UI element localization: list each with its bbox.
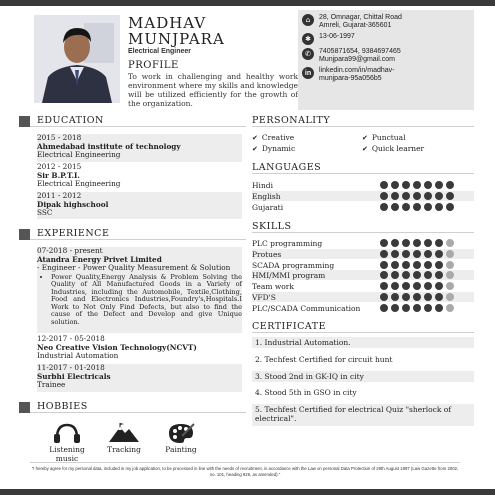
certificate-item: 1. Industrial Automation.: [252, 337, 474, 348]
hobby-item: [99, 422, 149, 455]
rating-dot-filled: [380, 250, 388, 258]
rating-dot-filled: [413, 192, 421, 200]
rating-dot-empty: [446, 304, 454, 312]
hobby-label: Painting: [165, 445, 197, 454]
rating-dot-filled: [424, 261, 432, 269]
rating-dot-filled: [402, 203, 410, 211]
rating-dots: [380, 239, 454, 247]
rating-dot-filled: [402, 304, 410, 312]
certificate-section-heading: [252, 320, 474, 333]
rating-dot-filled: [435, 203, 443, 211]
personality-label: Quick learner: [371, 144, 425, 153]
experience-dates: 07-2018 - present: [37, 246, 103, 255]
person-photo-icon: [34, 15, 120, 103]
rating-dot-filled: [424, 293, 432, 301]
palette-icon: [166, 422, 196, 444]
personality-list: [252, 133, 474, 157]
language-name: Gujarati: [252, 203, 284, 212]
personality-label: Punctual: [371, 133, 406, 142]
certificate-item: 3. Stood 2nd in GK-IQ in city: [252, 371, 474, 382]
rating-dot-filled: [391, 192, 399, 200]
linkedin-line-2[interactable]: munjpara-95a056b5: [319, 75, 382, 82]
skill-name: PLC/SCADA Communication: [252, 303, 361, 313]
experience-heading: EXPERIENCE: [37, 228, 110, 239]
experience-title: - Engineer - Power Quality Measurement & Solution: [37, 263, 231, 272]
education-field: SSC: [37, 208, 53, 217]
hobby-label: Listening music: [49, 445, 85, 463]
home-icon: ⌂: [302, 14, 314, 26]
language-row: [252, 191, 474, 201]
rating-dot-filled: [435, 271, 443, 279]
contact-dob: [302, 33, 470, 45]
education-field: Electrical Engineering: [37, 179, 121, 188]
section-square-icon: [19, 402, 30, 413]
rating-dot-filled: [402, 181, 410, 189]
rating-dot-filled: [391, 282, 399, 290]
rating-dot-filled: [391, 181, 399, 189]
rating-dot-filled: [380, 304, 388, 312]
rating-dots: [380, 192, 454, 200]
certificate-item: 4. Stood 5th in GSO in city: [255, 388, 357, 397]
resume-header: [34, 10, 474, 110]
rating-dot-filled: [424, 282, 432, 290]
personality-section-heading: [252, 114, 474, 127]
personality-item: [362, 144, 424, 153]
contact-box: [298, 10, 474, 110]
hobbies-section-heading: [19, 400, 246, 413]
rating-dot-filled: [424, 250, 432, 258]
certificate-item: 5. Techfest Certified for electrical Quiz "sherlock of electrical".: [252, 404, 474, 426]
experience-item: [37, 247, 242, 333]
certificate-heading: CERTIFICATE: [252, 321, 327, 332]
rating-dot-filled: [380, 181, 388, 189]
gdpr-footer: "I hereby agree for my personal data, included in my job application, to be processed in line with the needs of recruitment, in accordance with the Law on personal Data Protection of 29th August 1997 (Law Gazette from 2002, no. 101, heading 926, as amended).": [31, 466, 459, 477]
experience-dates: 11-2017 - 01-2018: [37, 363, 105, 372]
rating-dot-filled: [413, 181, 421, 189]
email-text[interactable]: Munjpara99@gmail.com: [319, 56, 395, 63]
education-school: Sir B.P.T.I.: [37, 170, 80, 180]
candidate-name: [128, 15, 225, 47]
education-item: [37, 134, 242, 162]
rating-dot-filled: [402, 282, 410, 290]
check-icon: ✔: [362, 145, 368, 153]
skill-row: [252, 303, 474, 313]
personality-item: [252, 144, 295, 153]
rating-dot-empty: [446, 293, 454, 301]
top-bar: [0, 0, 495, 6]
rating-dot-filled: [380, 293, 388, 301]
certificate-item: 2. Techfest Certified for circuit hunt: [255, 355, 393, 364]
rating-dot-filled: [413, 293, 421, 301]
name-line-2: MUNJPARA: [128, 30, 225, 48]
skill-row: [252, 260, 474, 270]
personality-label: Creative: [261, 133, 295, 142]
rating-dot-filled: [402, 192, 410, 200]
rating-dots: [380, 181, 454, 189]
skill-name: Team work: [252, 282, 294, 292]
rating-dot-filled: [435, 282, 443, 290]
address-line-1: 28, Omnagar, Chittal Road: [319, 14, 402, 21]
rating-dot-empty: [446, 271, 454, 279]
rating-dot-empty: [446, 261, 454, 269]
rating-dot-filled: [413, 261, 421, 269]
section-square-icon: [19, 116, 30, 127]
language-name: English: [252, 192, 281, 201]
experience-company: Surbhi Electricals: [37, 371, 111, 381]
rating-dot-filled: [402, 261, 410, 269]
experience-dates: 12-2017 - 05-2018: [37, 334, 105, 343]
skill-row: [252, 238, 474, 248]
contact-address: [302, 14, 470, 30]
gift-icon: ✱: [302, 33, 314, 45]
education-school: Dipak highschool: [37, 199, 109, 209]
rating-dot-empty: [446, 239, 454, 247]
experience-company: Neo Creative Vision Technology(NCVT): [37, 342, 197, 352]
rating-dot-filled: [402, 239, 410, 247]
rating-dot-filled: [435, 239, 443, 247]
rating-dot-filled: [424, 304, 432, 312]
rating-dot-filled: [402, 293, 410, 301]
experience-item: [37, 364, 242, 392]
rating-dots: [380, 203, 454, 211]
education-years: 2011 - 2012: [37, 191, 82, 200]
rating-dots: [380, 271, 454, 279]
rating-dot-filled: [435, 192, 443, 200]
skill-row: [252, 281, 474, 291]
language-row: [252, 202, 474, 212]
experience-section-heading: [19, 227, 246, 240]
experience-bullet: • Power Quality,Energy Analysis & Problem Solving the Quality of All Manufactured Goods in a Variety of Industries, including the Automobile, Textile,Clothing, Food and Electronics Industries,Foundry's,Hospitals.I Work to Not Only Find Defects, but also to find the cause of the Defect and Develop and give Unique solution.: [51, 274, 242, 327]
profile-heading: PROFILE: [128, 60, 179, 71]
address-line-2: Amreli, Gujarat-365601: [319, 22, 392, 29]
language-name: Hindi: [252, 181, 273, 190]
skill-name: SCADA programming: [252, 260, 335, 270]
languages-heading: LANGUAGES: [252, 162, 322, 173]
rating-dot-filled: [413, 282, 421, 290]
personality-heading: PERSONALITY: [252, 115, 331, 126]
hobby-item: [156, 422, 206, 455]
rating-dot-filled: [435, 304, 443, 312]
rating-dot-filled: [424, 239, 432, 247]
name-line-1: MADHAV: [128, 14, 207, 32]
hobbies-heading: HOBBIES: [37, 401, 88, 412]
education-section-heading: [19, 114, 246, 127]
rating-dot-filled: [391, 239, 399, 247]
rating-dot-filled: [391, 261, 399, 269]
rating-dot-filled: [391, 271, 399, 279]
rating-dot-empty: [446, 250, 454, 258]
linkedin-icon: in: [302, 67, 314, 79]
skills-heading: SKILLS: [252, 221, 292, 232]
contact-linkedin: [302, 67, 470, 83]
experience-bullets: [37, 274, 242, 327]
rating-dot-filled: [402, 250, 410, 258]
education-field: Electrical Engineering: [37, 150, 121, 159]
skill-name: HMI/MMI program: [252, 271, 326, 281]
rating-dot-filled: [380, 203, 388, 211]
skill-row: [252, 249, 474, 259]
skill-name: Protues: [252, 249, 282, 259]
rating-dot-filled: [446, 192, 454, 200]
rating-dot-filled: [435, 181, 443, 189]
skill-row: [252, 292, 474, 302]
job-role: Electrical Engineer: [128, 48, 192, 55]
profile-text: To work in challenging and healthy work environment where my skills and knowledge will be utilized efficiently for the growth of the organization.: [128, 72, 298, 108]
rating-dot-filled: [435, 261, 443, 269]
phone-icon: ✆: [302, 48, 314, 60]
rating-dot-filled: [413, 203, 421, 211]
skill-name: PLC programming: [252, 239, 323, 248]
rating-dot-filled: [424, 192, 432, 200]
bottom-bar: [0, 489, 495, 495]
rating-dot-filled: [402, 271, 410, 279]
rating-dots: [380, 261, 454, 269]
languages-section-heading: [252, 161, 474, 174]
personality-item: [252, 133, 294, 142]
education-years: 2015 - 2018: [37, 133, 82, 142]
rating-dot-filled: [413, 271, 421, 279]
skill-name: VFD'S: [252, 293, 276, 302]
rating-dot-filled: [435, 293, 443, 301]
rating-dot-filled: [380, 271, 388, 279]
experience-title: Trainee: [37, 380, 66, 389]
rating-dot-filled: [380, 239, 388, 247]
dob-text: 13-06-1997: [319, 33, 355, 40]
rating-dot-filled: [424, 181, 432, 189]
rating-dot-filled: [435, 250, 443, 258]
rating-dot-filled: [413, 304, 421, 312]
language-row: [252, 180, 474, 190]
hobby-item: [42, 422, 92, 463]
check-icon: ✔: [252, 145, 258, 153]
rating-dot-filled: [446, 181, 454, 189]
rating-dot-filled: [413, 239, 421, 247]
mountain-icon: [107, 422, 141, 444]
rating-dots: [380, 293, 454, 301]
rating-dot-empty: [446, 282, 454, 290]
rating-dot-filled: [391, 304, 399, 312]
rating-dot-filled: [424, 203, 432, 211]
contact-phone: [302, 48, 470, 64]
skill-row: [252, 270, 474, 280]
education-item: [37, 163, 242, 191]
phone-text[interactable]: 7405871654, 9384697465: [319, 48, 401, 55]
rating-dot-filled: [380, 192, 388, 200]
personality-item: [362, 133, 406, 142]
experience-company: Atandra Energy Privet Limited: [37, 254, 162, 264]
rating-dot-filled: [380, 282, 388, 290]
rating-dots: [380, 304, 454, 312]
education-years: 2012 - 2015: [37, 162, 82, 171]
check-icon: ✔: [362, 134, 368, 142]
education-school: Ahmedabad institute of technology: [37, 141, 181, 151]
rating-dots: [380, 282, 454, 290]
footer-divider: [30, 462, 460, 463]
linkedin-line-1[interactable]: linkedin.com/in/madhav-: [319, 67, 395, 74]
education-heading: EDUCATION: [37, 115, 104, 126]
rating-dot-filled: [446, 203, 454, 211]
rating-dot-filled: [391, 203, 399, 211]
rating-dots: [380, 250, 454, 258]
hobby-label: Tracking: [107, 445, 141, 454]
rating-dot-filled: [391, 250, 399, 258]
rating-dot-filled: [424, 271, 432, 279]
headphones-icon: [52, 422, 82, 444]
profile-photo: [34, 15, 120, 103]
experience-title: Industrial Automation: [37, 351, 119, 360]
experience-item: [37, 335, 242, 363]
rating-dot-filled: [413, 250, 421, 258]
rating-dot-filled: [380, 261, 388, 269]
education-item: [37, 192, 242, 219]
rating-dot-filled: [391, 293, 399, 301]
skills-section-heading: [252, 220, 474, 233]
check-icon: ✔: [252, 134, 258, 142]
personality-label: Dynamic: [261, 144, 296, 153]
section-square-icon: [19, 229, 30, 240]
